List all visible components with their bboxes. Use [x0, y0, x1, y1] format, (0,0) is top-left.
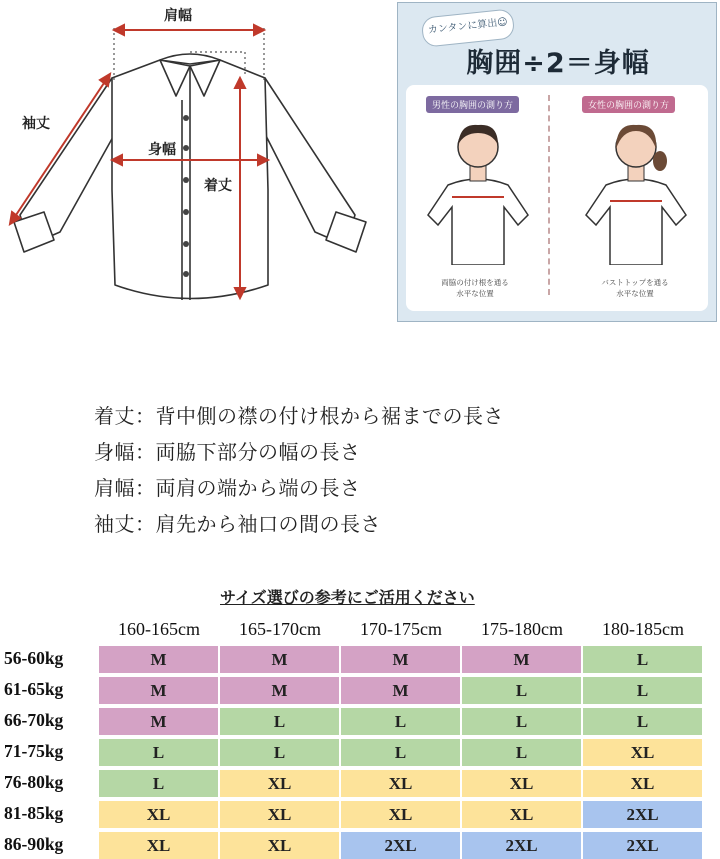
description-sleeve-length: 袖丈：肩先から袖口の間の長さ — [94, 512, 381, 536]
row-header: 61-65kg — [4, 679, 64, 699]
size-cell: L — [220, 739, 339, 766]
size-cell: XL — [220, 832, 339, 859]
tagline-badge: カンタンに算出☺ — [421, 8, 516, 47]
size-cell: L — [341, 708, 460, 735]
column-header: 165-170cm — [239, 619, 321, 639]
size-cell: 2XL — [583, 801, 702, 828]
size-cell: XL — [341, 801, 460, 828]
size-cell: L — [99, 770, 218, 797]
size-cell: XL — [462, 801, 581, 828]
size-cell: XL — [220, 801, 339, 828]
size-cell: 2XL — [583, 832, 702, 859]
size-table-title: サイズ選びの参考にご活用ください — [220, 588, 475, 607]
row-header: 56-60kg — [4, 648, 64, 668]
chest-measurement-panel — [397, 2, 717, 322]
label-shoulder-width: 肩幅 — [164, 8, 192, 24]
size-cell: XL — [99, 801, 218, 828]
size-cell: M — [99, 677, 218, 704]
column-header: 175-180cm — [481, 619, 563, 639]
size-cell: M — [99, 646, 218, 673]
size-cell: 2XL — [462, 832, 581, 859]
female-caption: 女性の胸囲の測り方 — [582, 96, 675, 113]
size-cell: L — [583, 677, 702, 704]
size-cell: M — [220, 646, 339, 673]
column-header: 170-175cm — [360, 619, 442, 639]
shirt-outline — [14, 54, 366, 300]
description-shoulder-width: 肩幅：両肩の端から端の長さ — [94, 476, 361, 500]
female-figure-icon — [576, 115, 696, 265]
shirt-measurement-diagram — [0, 0, 380, 320]
chest-formula: 胸囲÷2＝身幅 — [466, 48, 650, 79]
size-cell: XL — [583, 770, 702, 797]
column-header: 160-165cm — [118, 619, 200, 639]
size-cell: 2XL — [341, 832, 460, 859]
size-cell: L — [220, 708, 339, 735]
row-header: 86-90kg — [4, 834, 64, 854]
size-cell: L — [583, 708, 702, 735]
size-cell: L — [99, 739, 218, 766]
size-cell: M — [220, 677, 339, 704]
male-figure-icon — [418, 115, 538, 265]
row-header: 81-85kg — [4, 803, 64, 823]
size-cell: XL — [341, 770, 460, 797]
female-note: バストトップを通る 水平な位置 — [601, 278, 669, 298]
size-cell: L — [341, 739, 460, 766]
column-header: 180-185cm — [602, 619, 684, 639]
size-cell: L — [462, 739, 581, 766]
size-cell: M — [99, 708, 218, 735]
size-cell: M — [341, 677, 460, 704]
description-length: 着丈：背中側の襟の付け根から裾までの長さ — [94, 404, 504, 428]
size-cell: XL — [583, 739, 702, 766]
row-header: 76-80kg — [4, 772, 64, 792]
row-header: 71-75kg — [4, 741, 64, 761]
male-note: 両脇の付け根を通る 水平な位置 — [441, 278, 509, 298]
size-cell: L — [462, 708, 581, 735]
panel-divider — [548, 95, 550, 295]
size-cell: XL — [99, 832, 218, 859]
size-cell: XL — [220, 770, 339, 797]
size-cell: L — [583, 646, 702, 673]
label-sleeve-length: 袖丈 — [22, 116, 50, 132]
male-caption: 男性の胸囲の測り方 — [426, 96, 519, 113]
label-body-width: 身幅 — [148, 142, 176, 158]
size-cell: L — [462, 677, 581, 704]
label-total-length: 着丈 — [204, 178, 232, 194]
size-cell: M — [341, 646, 460, 673]
description-body-width: 身幅：両脇下部分の幅の長さ — [94, 440, 361, 464]
size-cell: M — [462, 646, 581, 673]
size-cell: XL — [462, 770, 581, 797]
row-header: 66-70kg — [4, 710, 64, 730]
